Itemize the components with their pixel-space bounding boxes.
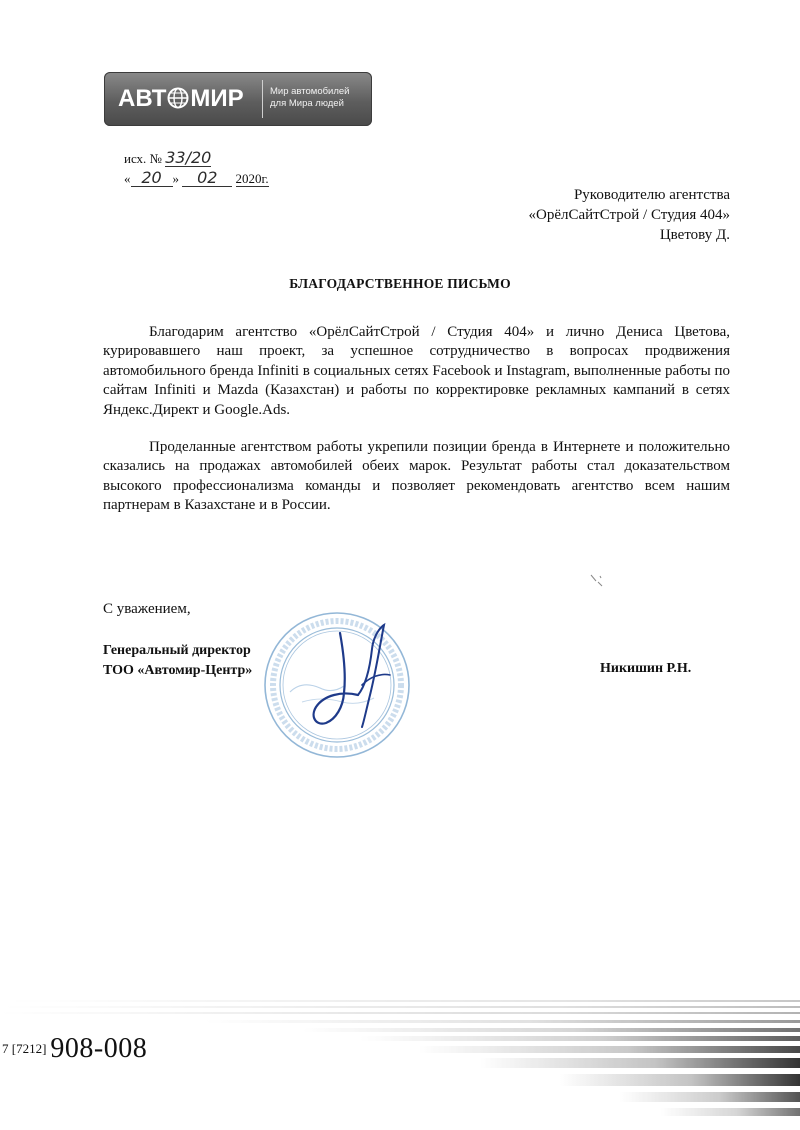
letter-title: БЛАГОДАРСТВЕННОЕ ПИСЬМО bbox=[289, 276, 511, 291]
position-line2: ТОО «Автомир-Центр» bbox=[103, 663, 253, 678]
body-paragraph-1: Благодарим агентство «ОрёлСайтСтрой / Студия 404» и лично Дениса Цветова, курировавшего наш проект, за успешное сотрудничество в вопросах продвижения автомобильного бренда Infiniti в социальных сетях Facebook и Instagram, выполненные работы по сайтам Infiniti и Mazda (Казахстан) и работы по корректировке рекламных кампаний в сетях Яндекс.Директ и Google.Ads. bbox=[103, 324, 730, 418]
date-day: 20 bbox=[131, 170, 173, 187]
date-quote-open: « bbox=[124, 171, 131, 186]
company-logo bbox=[104, 72, 372, 126]
outgoing-number-label: исх. № bbox=[124, 151, 162, 166]
footer-stripes bbox=[0, 1000, 800, 1130]
date-year: 2020г. bbox=[235, 171, 269, 186]
logo-wordmark bbox=[118, 85, 244, 113]
logo-tagline-line1: Мир автомобилей bbox=[270, 86, 350, 97]
date-month: 02 bbox=[182, 170, 232, 187]
handwritten-signature bbox=[300, 615, 420, 735]
addressee-line2: «ОрёлСайтСтрой / Студия 404» bbox=[528, 207, 730, 223]
logo-tagline-line2: для Мира людей bbox=[270, 98, 344, 109]
scan-smudge bbox=[588, 572, 608, 592]
phone-number: 908-008 bbox=[50, 1033, 148, 1064]
outgoing-number bbox=[124, 150, 211, 167]
addressee-line1: Руководителю агентства bbox=[573, 187, 730, 203]
globe-icon bbox=[167, 87, 189, 109]
closing-regards: С уважением, bbox=[103, 601, 191, 617]
phone-code: 7 [7212] bbox=[2, 1041, 47, 1056]
position-line1: Генеральный директор bbox=[103, 643, 251, 658]
footer-phone bbox=[2, 1033, 147, 1065]
logo-tagline bbox=[270, 86, 350, 110]
signer-name: Никишин Р.Н. bbox=[600, 661, 692, 676]
body-paragraph-2: Проделанные агентством работы укрепили позиции бренда в Интернете и положительно сказались на продажах автомобилей обеих марок. Результат работы стал доказательством высокого профессионализма команды и позволяет рекомендовать агентство всем нашим партнерам в Казахстане и в России. bbox=[103, 439, 730, 514]
addressee-line3: Цветову Д. bbox=[659, 227, 730, 243]
logo-word-right: МИР bbox=[190, 85, 244, 112]
letter-date bbox=[124, 170, 269, 187]
outgoing-number-value: 33/20 bbox=[165, 148, 212, 167]
date-quote-close: » bbox=[172, 171, 179, 186]
logo-word-left: АВТ bbox=[118, 85, 167, 112]
logo-divider bbox=[262, 80, 263, 118]
signatory-position bbox=[103, 641, 252, 681]
addressee-block bbox=[529, 185, 731, 245]
